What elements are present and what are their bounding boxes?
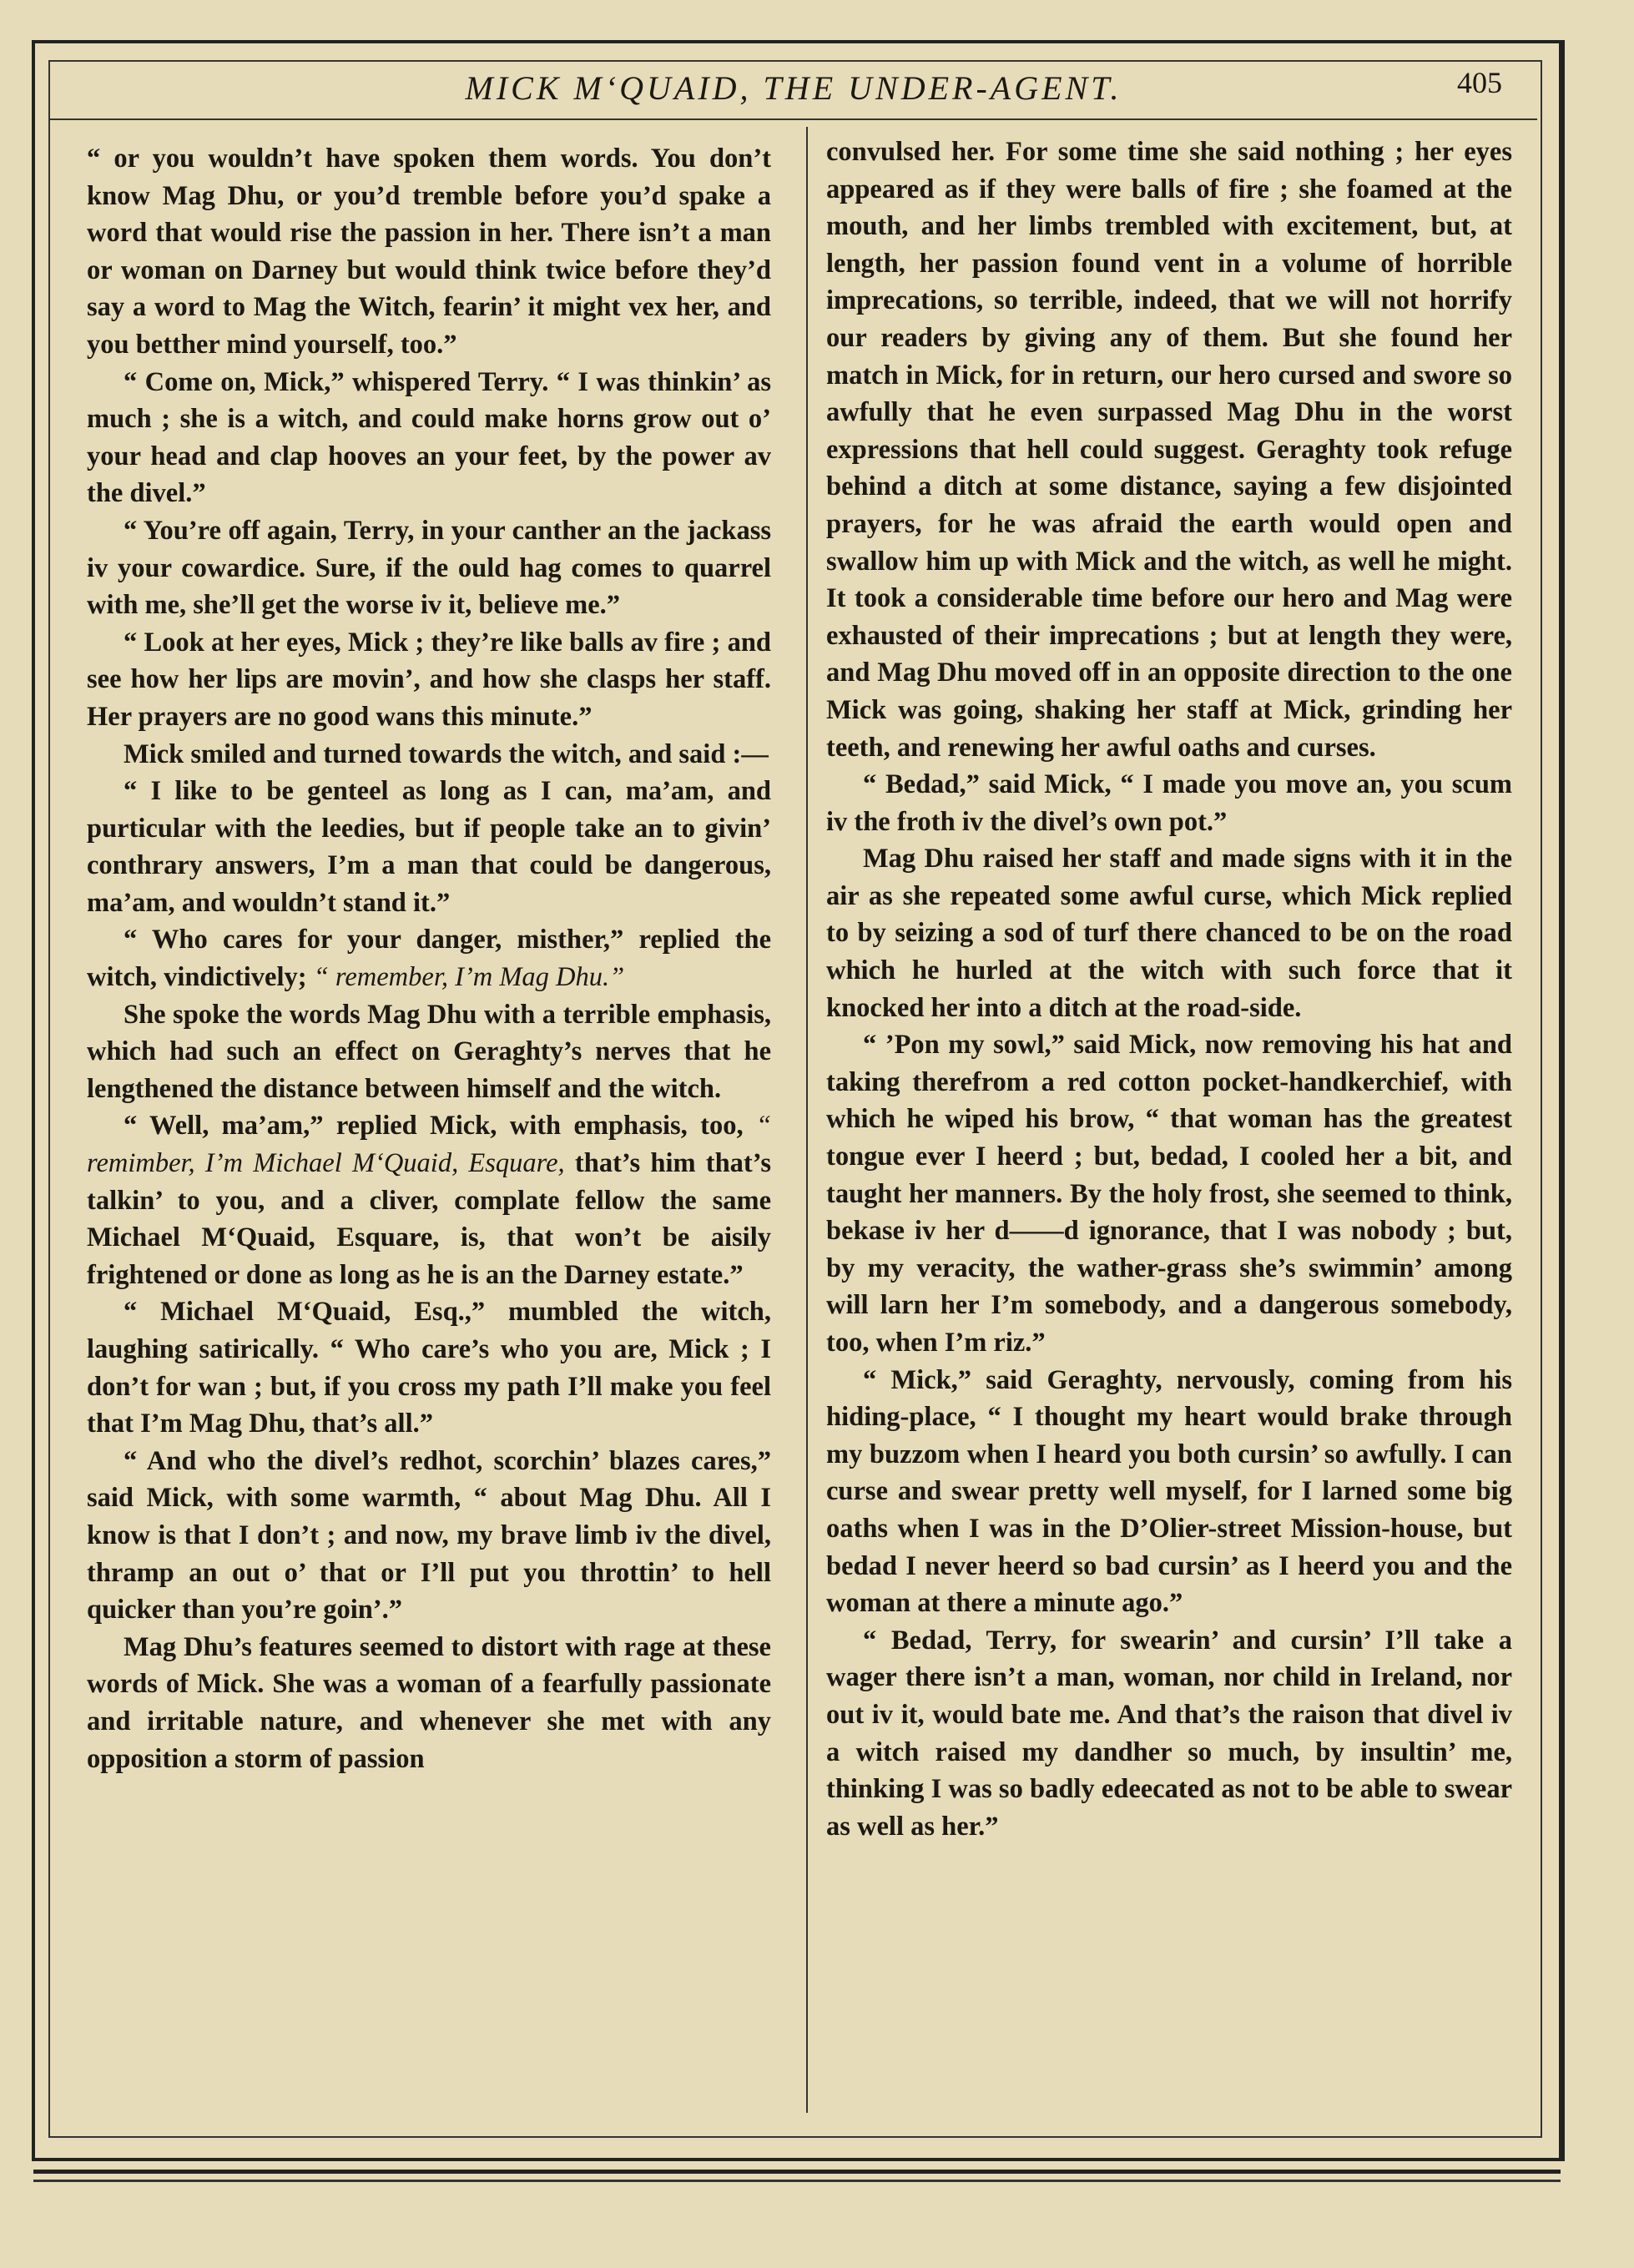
running-title: MICK M‘QUAID, THE UNDER-AGENT. <box>465 69 1122 107</box>
paragraph: She spoke the words Mag Dhu with a terrible emphasis, which had such an effect on Geraghty’s nerves that he lengthened the distance between himself and the witch. <box>87 999 771 1104</box>
paragraph: “ Come on, Mick,” whispered Terry. “ I was thinkin’ as much ; she is a witch, and could make horns grow out o’ your head and clap hooves an your feet, by the power av the divel.” <box>87 366 771 509</box>
paragraph: “ You’re off again, Terry, in your canther an the jackass iv your cowardice. Sure, if the ould hag comes to quarrel with me, she’ll get the worse iv it, believe me.” <box>87 515 771 621</box>
italic-quote: “ remember, I’m Mag Dhu.” <box>313 962 625 993</box>
paragraph: “ ’Pon my sowl,” said Mick, now removing his hat and taking therefrom a red cotton pocket-handkerchief, with which he wiped his brow, “ that woman has the greatest tongue ever I heerd ; but, bedad, I cooled her a bit, and taught her manners. By the holy frost, she seemed to think, bekase iv her d——d ignorance, that I was nobody ; but, by my veracity, the wather-grass she’s swimmin’ among will larn her I’m somebody, and a dangerous somebody, too, when I’m riz.” <box>826 1030 1512 1358</box>
paragraph <box>87 1107 771 1293</box>
paragraph: Mick smiled and turned towards the witch, and said :— <box>124 738 769 769</box>
paragraph: “ or you wouldn’t have spoken them words. You don’t know Mag Dhu, or you’d tremble before you’d spake a word that would rise the passion in her. There isn’t a man or woman on Darney but would think twice before they’d say a word to Mag the Witch, fearin’ it might vex her, and you betther mind yourself, too.” <box>87 144 771 360</box>
paragraph-text: “ Well, ma’am,” replied Mick, with emphasis, too, <box>124 1111 744 1142</box>
paragraph: “ Michael M‘Quaid, Esq.,” mumbled the witch, laughing satirically. “ Who care’s who you are, Mick ; I don’t for wan ; but, if you cross my path I’ll make you feel that I’m Mag Dhu, that’s all.” <box>87 1297 771 1439</box>
bottom-rule <box>33 2180 1561 2182</box>
page-header <box>50 68 1537 115</box>
header-rule <box>50 118 1537 120</box>
paragraph: Mag Dhu raised her staff and made signs with it in the air as she repeated some awful curse, which Mick replied to by seizing a sod of turf there chanced to be on the road which he hurled at the witch with such force that it knocked her into a ditch at the road-side. <box>826 844 1512 1023</box>
paragraph: convulsed her. For some time she said nothing ; her eyes appeared as if they were balls of fire ; she foamed at the mouth, and her limbs trembled with excitement, but, at length, her passion found vent in a volume of horrible imprecations, so terrible, indeed, that we will not horrify our readers by giving any of them. But she found her match in Mick, for in return, our hero cursed and swore so awfully that he even surpassed Mag Dhu in the worst expressions that hell could suggest. Geraghty took refuge behind a ditch at some distance, saying a few disjointed prayers, for he was afraid the earth would open and swallow him up with Mick and the witch, as well he might. It took a considerable time before our hero and Mag were exhausted of their imprecations ; but at length they were, and Mag Dhu moved off in an opposite direction to the one Mick was going, shaking her staff at Mick, grinding her teeth, and renewing her awful oaths and curses. <box>826 137 1512 763</box>
paragraph <box>87 921 771 995</box>
paragraph: “ Bedad,” said Mick, “ I made you move an, you scum iv the froth iv the divel’s own pot.” <box>826 769 1512 837</box>
column-divider <box>806 127 808 2113</box>
page-number: 405 <box>1457 66 1502 99</box>
paragraph-text: that’s him that’s talkin’ to you, and a cliver, complate fellow the same Michael M‘Quaid, Esquare, is, that won’t be aisily frightened or done as long as he is an the Darney estate.” <box>87 1148 771 1290</box>
paragraph-text: “ Who cares for your danger, misther,” replied the witch, vindictively; <box>87 925 771 993</box>
paragraph: Mag Dhu’s features seemed to distort with rage at these words of Mick. She was a woman of a fearfully passionate and irritable nature, and whenever she met with any opposition a storm of passion <box>87 1631 771 1774</box>
paragraph: “ Look at her eyes, Mick ; they’re like balls av fire ; and see how her lips are movin’, and how she clasps her staff. Her prayers are no good wans this minute.” <box>87 627 771 732</box>
paragraph: “ And who the divel’s redhot, scorchin’ blazes cares,” said Mick, with some warmth, “ about Mag Dhu. All I know is that I don’t ; and now, my brave limb iv the divel, thramp an out o’ that or I’ll put you throttin’ to hell quicker than you’re goin’.” <box>87 1445 771 1625</box>
paragraph: “ Bedad, Terry, for swearin’ and cursin’ I’ll take a wager there isn’t a man, woman, nor child in Ireland, nor out iv it, would bate me. And that’s the raison that divel iv a witch raised my dandher so much, by insultin’ me, thinking I was so badly edeecated as not to be able to swear as well as her.” <box>826 1625 1512 1842</box>
right-column <box>826 134 1512 2128</box>
paragraph: “ Mick,” said Geraghty, nervously, coming from his hiding-place, “ I thought my heart would brake through my buzzom when I heard you both cursin’ so awfully. I can curse and swear pretty well myself, for I larned some big oaths when I was in the D’Olier-street Mission-house, but bedad I never heerd so bad cursin’ as I heerd you and the woman at there a minute ago.” <box>826 1364 1512 1619</box>
paragraph: “ I like to be genteel as long as I can, ma’am, and purticular with the leedies, but if people take an to givin’ conthrary answers, I’m a man that could be dangerous, ma’am, and wouldn’t stand it.” <box>87 776 771 918</box>
left-column <box>87 140 771 2134</box>
bottom-rule <box>33 2170 1561 2174</box>
italic-quote: “ remimber, I’m Michael M‘Quaid, Esquare, <box>87 1111 771 1179</box>
